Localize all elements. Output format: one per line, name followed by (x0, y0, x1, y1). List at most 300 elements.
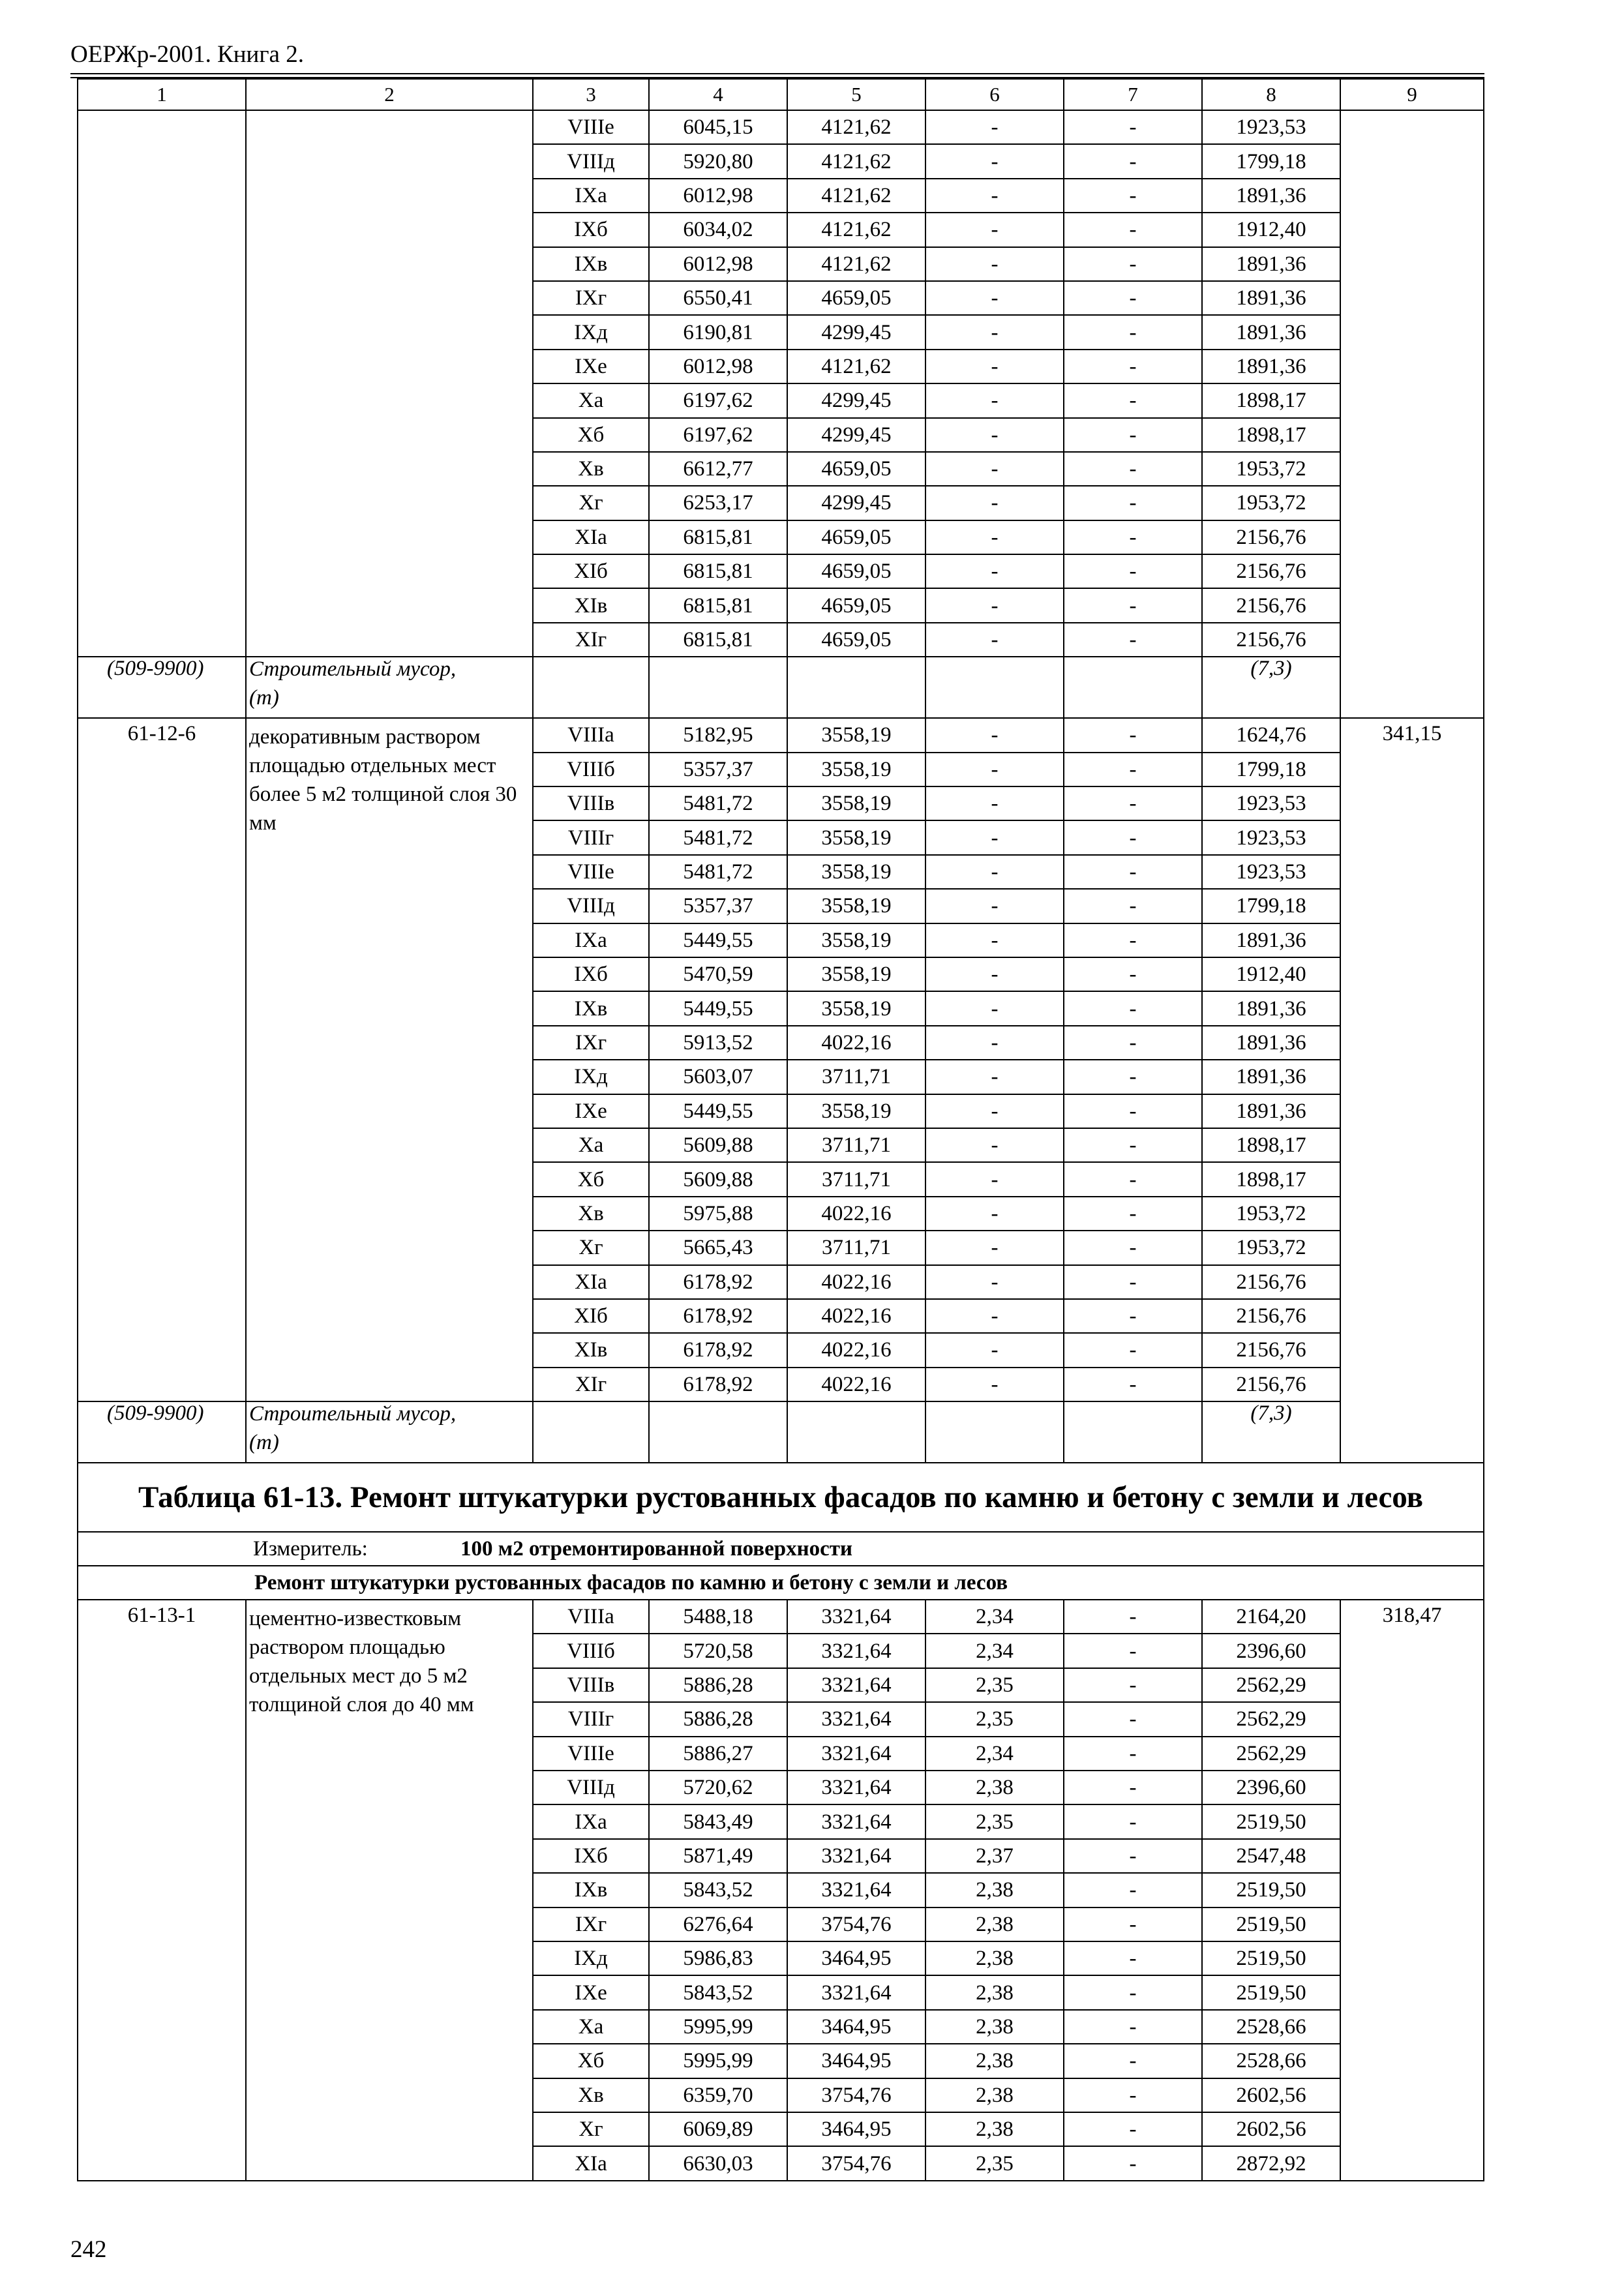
materials-cost-cell: 2164,20 (1202, 1600, 1340, 1634)
total-cost-cell: 5449,55 (649, 1094, 787, 1128)
labor-cost-cell: 4022,16 (787, 1299, 925, 1333)
total-cost-cell: 5481,72 (649, 786, 787, 820)
zone-cell: VIIIб (533, 753, 649, 786)
labor-cost-cell: 3711,71 (787, 1162, 925, 1196)
zone-cell: XIб (533, 554, 649, 588)
zone-cell: XIа (533, 1265, 649, 1299)
machine-cost-cell: - (925, 753, 1064, 786)
total-cost-cell: 6178,92 (649, 1368, 787, 1401)
machine-cost-cell: 2,34 (925, 1634, 1064, 1668)
machinist-wage-cell: - (1064, 1941, 1202, 1975)
page-number: 242 (70, 2236, 107, 2263)
materials-cost-cell: 1891,36 (1202, 1026, 1340, 1060)
labor-cost-cell: 3558,19 (787, 923, 925, 957)
zone-cell: XIа (533, 520, 649, 554)
total-cost-cell: 5995,99 (649, 2044, 787, 2078)
zone-cell: VIIIд (533, 1771, 649, 1804)
machinist-wage-cell: - (1064, 418, 1202, 452)
machine-cost-cell: 2,38 (925, 2078, 1064, 2112)
machinist-wage-cell: - (1064, 855, 1202, 889)
labor-cost-cell: 4121,62 (787, 213, 925, 247)
materials-cost-cell: 1953,72 (1202, 452, 1340, 486)
machinist-wage-cell: - (1064, 1668, 1202, 1702)
zone-cell: IXв (533, 247, 649, 281)
zone-cell: VIIIг (533, 820, 649, 854)
header-rule (70, 73, 1484, 74)
machine-cost-cell: - (925, 588, 1064, 622)
total-cost-cell: 5357,37 (649, 753, 787, 786)
labor-cost-cell: 3754,76 (787, 1908, 925, 1941)
total-cost-cell: 6012,98 (649, 247, 787, 281)
waste-empty-cell (925, 1401, 1064, 1463)
total-cost-cell: 5488,18 (649, 1600, 787, 1634)
table-title-row (78, 1463, 1484, 1532)
labor-cost-cell: 4659,05 (787, 281, 925, 315)
machine-cost-cell: 2,34 (925, 1600, 1064, 1634)
materials-cost-cell: 1891,36 (1202, 315, 1340, 349)
labor-cost-cell: 4299,45 (787, 418, 925, 452)
machinist-wage-cell: - (1064, 179, 1202, 213)
labor-cost-cell: 4022,16 (787, 1026, 925, 1060)
total-cost-cell: 5609,88 (649, 1162, 787, 1196)
zone-cell: Xб (533, 418, 649, 452)
labor-cost-cell: 3558,19 (787, 957, 925, 991)
labor-cost-cell: 3754,76 (787, 2078, 925, 2112)
machine-cost-cell: - (925, 991, 1064, 1025)
rates-table (77, 78, 1484, 2181)
materials-cost-cell: 2519,50 (1202, 1873, 1340, 1907)
machine-cost-cell: - (925, 820, 1064, 854)
index-cell: 318,47 (1340, 1600, 1484, 2181)
zone-cell: VIIIг (533, 1702, 649, 1736)
machinist-wage-cell: - (1064, 2078, 1202, 2112)
total-cost-cell: 5886,27 (649, 1737, 787, 1771)
machinist-wage-cell: - (1064, 1804, 1202, 1838)
zone-cell: IXг (533, 281, 649, 315)
materials-cost-cell: 1912,40 (1202, 213, 1340, 247)
machinist-wage-cell: - (1064, 1908, 1202, 1941)
machinist-wage-cell: - (1064, 1333, 1202, 1367)
zone-cell: Xб (533, 2044, 649, 2078)
materials-cost-cell: 1898,17 (1202, 418, 1340, 452)
waste-code-cell (78, 657, 246, 718)
materials-cost-cell: 1898,17 (1202, 383, 1340, 417)
column-number: 9 (1340, 79, 1484, 110)
table-title: Таблица 61-13. Ремонт штукатурки рустованных фасадов по камню и бетону с земли и лесов (78, 1463, 1484, 1532)
total-cost-cell: 5603,07 (649, 1060, 787, 1094)
total-cost-cell: 6815,81 (649, 520, 787, 554)
zone-cell: IXб (533, 213, 649, 247)
total-cost-cell: 5913,52 (649, 1026, 787, 1060)
labor-cost-cell: 4022,16 (787, 1265, 925, 1299)
materials-cost-cell: 2562,29 (1202, 1668, 1340, 1702)
labor-cost-cell: 3711,71 (787, 1128, 925, 1162)
machinist-wage-cell: - (1064, 110, 1202, 144)
labor-cost-cell: 4022,16 (787, 1333, 925, 1367)
zone-cell: IXе (533, 350, 649, 383)
zone-cell: XIг (533, 1368, 649, 1401)
materials-cost-cell: 1953,72 (1202, 1197, 1340, 1231)
column-number: 5 (787, 79, 925, 110)
machine-cost-cell: - (925, 554, 1064, 588)
machine-cost-cell: 2,38 (925, 1873, 1064, 1907)
total-cost-cell: 6197,62 (649, 383, 787, 417)
zone-cell: IXб (533, 1839, 649, 1873)
description-cell: цементно-известковым раствором площадью отдельных мест до 5 м2 толщиной слоя до 40 мм (246, 1600, 533, 2181)
materials-cost-cell: 1953,72 (1202, 486, 1340, 520)
labor-cost-cell: 3558,19 (787, 718, 925, 752)
zone-cell: Xг (533, 486, 649, 520)
waste-description: Строительный мусор, (249, 1402, 457, 1426)
labor-cost-cell: 3464,95 (787, 1941, 925, 1975)
zone-cell: IXв (533, 1873, 649, 1907)
machinist-wage-cell: - (1064, 2010, 1202, 2044)
waste-empty-cell (1064, 657, 1202, 718)
machine-cost-cell: 2,38 (925, 2010, 1064, 2044)
total-cost-cell: 6178,92 (649, 1333, 787, 1367)
total-cost-cell: 5843,52 (649, 1873, 787, 1907)
machinist-wage-cell: - (1064, 383, 1202, 417)
machinist-wage-cell: - (1064, 820, 1202, 854)
machine-cost-cell: - (925, 1026, 1064, 1060)
machine-cost-cell: - (925, 520, 1064, 554)
machinist-wage-cell: - (1064, 1231, 1202, 1264)
total-cost-cell: 5665,43 (649, 1231, 787, 1264)
waste-description-cell (246, 1401, 533, 1463)
labor-cost-cell: 3321,64 (787, 1873, 925, 1907)
machinist-wage-cell: - (1064, 1702, 1202, 1736)
materials-cost-cell: 1891,36 (1202, 923, 1340, 957)
machine-cost-cell: - (925, 1231, 1064, 1264)
labor-cost-cell: 4299,45 (787, 486, 925, 520)
total-cost-cell: 6190,81 (649, 315, 787, 349)
materials-cost-cell: 1891,36 (1202, 281, 1340, 315)
table-row (78, 1600, 1484, 1634)
labor-cost-cell: 3464,95 (787, 2044, 925, 2078)
zone-cell: VIIIв (533, 1668, 649, 1702)
code-cell: 61-13-1 (78, 1600, 246, 2181)
total-cost-cell: 6276,64 (649, 1908, 787, 1941)
machinist-wage-cell: - (1064, 923, 1202, 957)
waste-empty-cell (787, 1401, 925, 1463)
zone-cell: VIIIе (533, 1737, 649, 1771)
total-cost-cell: 6815,81 (649, 554, 787, 588)
zone-cell: IXд (533, 1060, 649, 1094)
waste-description-cell (246, 657, 533, 718)
column-number: 6 (925, 79, 1064, 110)
zone-cell: Xб (533, 1162, 649, 1196)
labor-cost-cell: 4022,16 (787, 1368, 925, 1401)
zone-cell: XIб (533, 1299, 649, 1333)
machinist-wage-cell: - (1064, 1873, 1202, 1907)
materials-cost-cell: 2156,76 (1202, 554, 1340, 588)
materials-cost-cell: 2156,76 (1202, 1333, 1340, 1367)
labor-cost-cell: 4659,05 (787, 452, 925, 486)
zone-cell: VIIIе (533, 110, 649, 144)
materials-cost-cell: 2519,50 (1202, 1804, 1340, 1838)
total-cost-cell: 5886,28 (649, 1702, 787, 1736)
machinist-wage-cell: - (1064, 1060, 1202, 1094)
zone-cell: VIIIа (533, 718, 649, 752)
total-cost-cell: 5720,58 (649, 1634, 787, 1668)
machine-cost-cell: - (925, 786, 1064, 820)
zone-cell: VIIIв (533, 786, 649, 820)
materials-cost-cell: 2156,76 (1202, 1299, 1340, 1333)
labor-cost-cell: 3321,64 (787, 1634, 925, 1668)
labor-cost-cell: 3321,64 (787, 1600, 925, 1634)
materials-cost-cell: 1624,76 (1202, 718, 1340, 752)
machinist-wage-cell: - (1064, 247, 1202, 281)
machinist-wage-cell: - (1064, 588, 1202, 622)
waste-row (78, 657, 1484, 718)
labor-cost-cell: 4299,45 (787, 315, 925, 349)
zone-cell: IXд (533, 315, 649, 349)
waste-value: (7,3) (1250, 657, 1292, 681)
machinist-wage-cell: - (1064, 1737, 1202, 1771)
total-cost-cell: 5720,62 (649, 1771, 787, 1804)
section-title-row (78, 1566, 1484, 1600)
labor-cost-cell: 3464,95 (787, 2112, 925, 2146)
zone-cell: IXв (533, 991, 649, 1025)
zone-cell: Xа (533, 383, 649, 417)
machine-cost-cell: - (925, 247, 1064, 281)
zone-cell: XIг (533, 623, 649, 657)
total-cost-cell: 5481,72 (649, 855, 787, 889)
total-cost-cell: 6630,03 (649, 2146, 787, 2180)
materials-cost-cell: 1898,17 (1202, 1162, 1340, 1196)
zone-cell: Xа (533, 2010, 649, 2044)
total-cost-cell: 5843,49 (649, 1804, 787, 1838)
section-title: Ремонт штукатурки рустованных фасадов по камню и бетону с земли и лесов (78, 1566, 1484, 1600)
labor-cost-cell: 4659,05 (787, 520, 925, 554)
materials-cost-cell: 2519,50 (1202, 1975, 1340, 2009)
machine-cost-cell: - (925, 855, 1064, 889)
total-cost-cell: 6815,81 (649, 588, 787, 622)
total-cost-cell: 6815,81 (649, 623, 787, 657)
rates-table-container (77, 78, 1483, 2181)
labor-cost-cell: 3754,76 (787, 2146, 925, 2180)
materials-cost-cell: 1891,36 (1202, 1094, 1340, 1128)
total-cost-cell: 5986,83 (649, 1941, 787, 1975)
materials-cost-cell: 1923,53 (1202, 786, 1340, 820)
zone-cell: Xг (533, 2112, 649, 2146)
column-number: 3 (533, 79, 649, 110)
labor-cost-cell: 4022,16 (787, 1197, 925, 1231)
column-number: 8 (1202, 79, 1340, 110)
machine-cost-cell: - (925, 452, 1064, 486)
machine-cost-cell: - (925, 110, 1064, 144)
waste-empty-cell (533, 1401, 649, 1463)
materials-cost-cell: 2547,48 (1202, 1839, 1340, 1873)
machine-cost-cell: 2,35 (925, 1702, 1064, 1736)
meter-value: 100 м2 отремонтированной поверхности (460, 1537, 852, 1561)
machine-cost-cell: - (925, 889, 1064, 923)
total-cost-cell: 5995,99 (649, 2010, 787, 2044)
labor-cost-cell: 3558,19 (787, 889, 925, 923)
machinist-wage-cell: - (1064, 144, 1202, 178)
zone-cell: VIIIд (533, 889, 649, 923)
index-cell (1340, 110, 1484, 718)
machine-cost-cell: - (925, 1162, 1064, 1196)
machinist-wage-cell: - (1064, 991, 1202, 1025)
zone-cell: VIIIд (533, 144, 649, 178)
machine-cost-cell: 2,34 (925, 1737, 1064, 1771)
machine-cost-cell: - (925, 486, 1064, 520)
waste-code: (509-9900) (107, 1401, 204, 1426)
materials-cost-cell: 1891,36 (1202, 1060, 1340, 1094)
total-cost-cell: 5975,88 (649, 1197, 787, 1231)
waste-value-cell (1202, 1401, 1340, 1463)
materials-cost-cell: 2519,50 (1202, 1908, 1340, 1941)
machinist-wage-cell: - (1064, 623, 1202, 657)
code-cell: 61-12-6 (78, 718, 246, 1401)
waste-unit: (т) (249, 1431, 279, 1455)
waste-row (78, 1401, 1484, 1463)
machine-cost-cell: - (925, 1094, 1064, 1128)
total-cost-cell: 6034,02 (649, 213, 787, 247)
machinist-wage-cell: - (1064, 786, 1202, 820)
machine-cost-cell: 2,38 (925, 1941, 1064, 1975)
machinist-wage-cell: - (1064, 2044, 1202, 2078)
total-cost-cell: 5920,80 (649, 144, 787, 178)
machinist-wage-cell: - (1064, 554, 1202, 588)
materials-cost-cell: 1891,36 (1202, 247, 1340, 281)
materials-cost-cell: 1799,18 (1202, 889, 1340, 923)
machinist-wage-cell: - (1064, 1975, 1202, 2009)
labor-cost-cell: 4121,62 (787, 350, 925, 383)
waste-empty-cell (533, 657, 649, 718)
materials-cost-cell: 1923,53 (1202, 820, 1340, 854)
materials-cost-cell: 1898,17 (1202, 1128, 1340, 1162)
machinist-wage-cell: - (1064, 315, 1202, 349)
labor-cost-cell: 3711,71 (787, 1060, 925, 1094)
machinist-wage-cell: - (1064, 1094, 1202, 1128)
machine-cost-cell: 2,38 (925, 2112, 1064, 2146)
materials-cost-cell: 1912,40 (1202, 957, 1340, 991)
machinist-wage-cell: - (1064, 2146, 1202, 2180)
materials-cost-cell: 1799,18 (1202, 144, 1340, 178)
labor-cost-cell: 4659,05 (787, 623, 925, 657)
machinist-wage-cell: - (1064, 2112, 1202, 2146)
labor-cost-cell: 4659,05 (787, 588, 925, 622)
machinist-wage-cell: - (1064, 1265, 1202, 1299)
machine-cost-cell: 2,35 (925, 1804, 1064, 1838)
machine-cost-cell: - (925, 1265, 1064, 1299)
machine-cost-cell: - (925, 383, 1064, 417)
materials-cost-cell: 2562,29 (1202, 1702, 1340, 1736)
zone-cell: Xг (533, 1231, 649, 1264)
waste-empty-cell (925, 657, 1064, 718)
machinist-wage-cell: - (1064, 1368, 1202, 1401)
machine-cost-cell: - (925, 418, 1064, 452)
total-cost-cell: 6045,15 (649, 110, 787, 144)
labor-cost-cell: 3321,64 (787, 1737, 925, 1771)
zone-cell: VIIIа (533, 1600, 649, 1634)
zone-cell: XIв (533, 588, 649, 622)
zone-cell: Xв (533, 452, 649, 486)
waste-description: Строительный мусор, (249, 657, 457, 681)
machine-cost-cell: - (925, 144, 1064, 178)
zone-cell: XIа (533, 2146, 649, 2180)
total-cost-cell: 5182,95 (649, 718, 787, 752)
materials-cost-cell: 2156,76 (1202, 1368, 1340, 1401)
machine-cost-cell: 2,38 (925, 1975, 1064, 2009)
materials-cost-cell: 2602,56 (1202, 2112, 1340, 2146)
machinist-wage-cell: - (1064, 1128, 1202, 1162)
machine-cost-cell: - (925, 213, 1064, 247)
column-numbers-row (78, 79, 1484, 110)
machine-cost-cell: - (925, 923, 1064, 957)
total-cost-cell: 6550,41 (649, 281, 787, 315)
table-row (78, 110, 1484, 144)
materials-cost-cell: 1891,36 (1202, 991, 1340, 1025)
materials-cost-cell: 2156,76 (1202, 1265, 1340, 1299)
machinist-wage-cell: - (1064, 1839, 1202, 1873)
machinist-wage-cell: - (1064, 1197, 1202, 1231)
total-cost-cell: 6253,17 (649, 486, 787, 520)
total-cost-cell: 5470,59 (649, 957, 787, 991)
waste-value: (7,3) (1250, 1401, 1292, 1426)
zone-cell: XIв (533, 1333, 649, 1367)
zone-cell: IXа (533, 923, 649, 957)
materials-cost-cell: 1891,36 (1202, 179, 1340, 213)
machine-cost-cell: - (925, 1299, 1064, 1333)
materials-cost-cell: 2396,60 (1202, 1771, 1340, 1804)
labor-cost-cell: 3558,19 (787, 991, 925, 1025)
materials-cost-cell: 2156,76 (1202, 623, 1340, 657)
machine-cost-cell: 2,35 (925, 2146, 1064, 2180)
total-cost-cell: 5449,55 (649, 991, 787, 1025)
materials-cost-cell: 2396,60 (1202, 1634, 1340, 1668)
labor-cost-cell: 3558,19 (787, 1094, 925, 1128)
machine-cost-cell: - (925, 1128, 1064, 1162)
machinist-wage-cell: - (1064, 486, 1202, 520)
description-cell (246, 110, 533, 657)
labor-cost-cell: 3321,64 (787, 1702, 925, 1736)
machine-cost-cell: 2,38 (925, 2044, 1064, 2078)
labor-cost-cell: 3558,19 (787, 753, 925, 786)
machine-cost-cell: - (925, 718, 1064, 752)
zone-cell: IXе (533, 1094, 649, 1128)
labor-cost-cell: 4121,62 (787, 110, 925, 144)
materials-cost-cell: 1923,53 (1202, 855, 1340, 889)
waste-empty-cell (649, 657, 787, 718)
materials-cost-cell: 2156,76 (1202, 520, 1340, 554)
waste-unit: (т) (249, 686, 279, 710)
waste-value-cell (1202, 657, 1340, 718)
labor-cost-cell: 3558,19 (787, 855, 925, 889)
materials-cost-cell: 2528,66 (1202, 2010, 1340, 2044)
materials-cost-cell: 1953,72 (1202, 1231, 1340, 1264)
zone-cell: VIIIе (533, 855, 649, 889)
zone-cell: Xв (533, 1197, 649, 1231)
machinist-wage-cell: - (1064, 281, 1202, 315)
machine-cost-cell: - (925, 281, 1064, 315)
machinist-wage-cell: - (1064, 1299, 1202, 1333)
page-header: ОЕРЖр-2001. Книга 2. (70, 41, 304, 68)
waste-code: (509-9900) (107, 657, 204, 681)
labor-cost-cell: 4299,45 (787, 383, 925, 417)
zone-cell: IXа (533, 179, 649, 213)
total-cost-cell: 5843,52 (649, 1975, 787, 2009)
materials-cost-cell: 2872,92 (1202, 2146, 1340, 2180)
labor-cost-cell: 3711,71 (787, 1231, 925, 1264)
machinist-wage-cell: - (1064, 350, 1202, 383)
machine-cost-cell: 2,38 (925, 1771, 1064, 1804)
total-cost-cell: 6069,89 (649, 2112, 787, 2146)
labor-cost-cell: 3558,19 (787, 786, 925, 820)
machine-cost-cell: - (925, 1060, 1064, 1094)
